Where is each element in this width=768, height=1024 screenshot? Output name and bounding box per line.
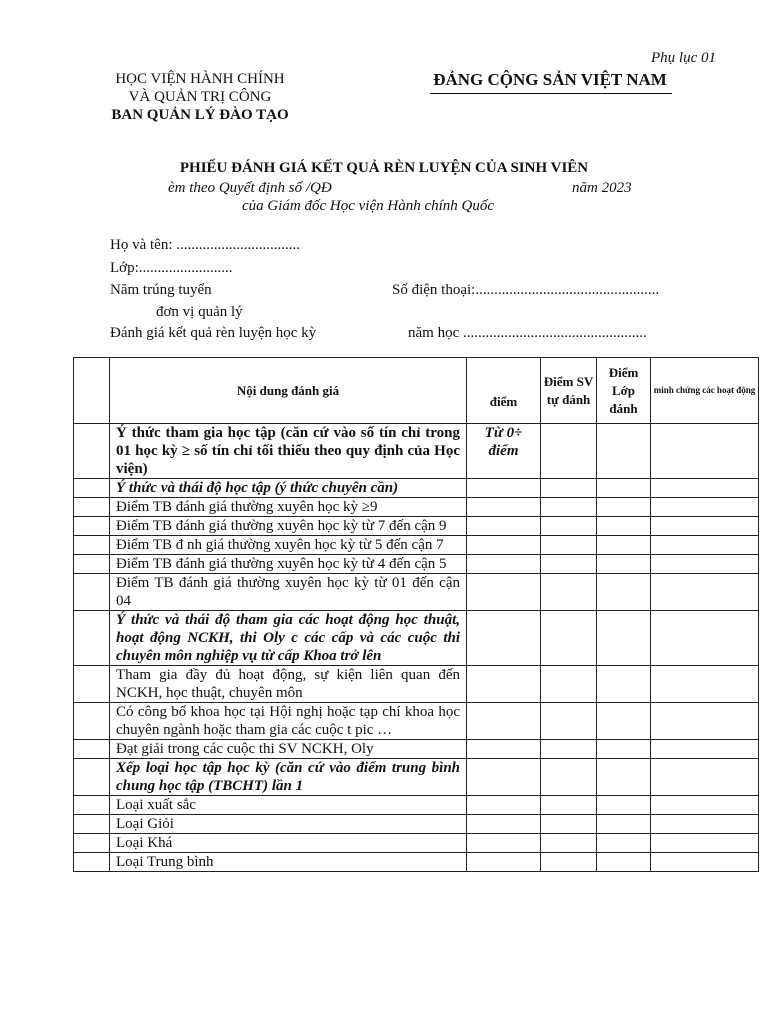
score-range-cell (467, 611, 541, 666)
self-score-cell[interactable] (541, 498, 597, 517)
score-range-cell (467, 666, 541, 703)
score-range-cell (467, 759, 541, 796)
evidence-cell[interactable] (651, 815, 759, 834)
index-cell (74, 517, 110, 536)
score-range-cell (467, 815, 541, 834)
evidence-cell[interactable] (651, 611, 759, 666)
criterion-cell: Xếp loại học tập học kỳ (căn cứ vào điểm trung bình chung học tập (TBCHT) lần 1 (110, 759, 467, 796)
table-row (74, 740, 759, 759)
evidence-cell[interactable] (651, 555, 759, 574)
table-row (74, 517, 759, 536)
evidence-cell[interactable] (651, 834, 759, 853)
header-score: điểm (467, 358, 541, 424)
criterion-cell: Tham gia đầy đủ hoạt động, sự kiện liên quan đến NCKH, học thuật, chuyên môn (110, 666, 467, 703)
self-score-cell[interactable] (541, 703, 597, 740)
index-cell (74, 555, 110, 574)
evidence-cell[interactable] (651, 536, 759, 555)
field-admission-year[interactable]: Năm trúng tuyển (110, 282, 212, 298)
index-cell (74, 815, 110, 834)
subtitle-year: năm 2023 (572, 180, 632, 196)
index-cell (74, 574, 110, 611)
subtitle-issuer: của Giám đốc Học viện Hành chính Quốc (242, 198, 495, 214)
table-row (74, 853, 759, 872)
table-header-row (74, 358, 759, 424)
org-line-3: BAN QUẢN LÝ ĐÀO TẠO (111, 107, 289, 123)
field-class[interactable]: Lớp:......................... (110, 260, 233, 276)
class-score-cell[interactable] (597, 666, 651, 703)
score-range-cell (467, 574, 541, 611)
score-range-cell (467, 536, 541, 555)
criterion-cell: Loại xuất sắc (110, 796, 467, 815)
index-cell (74, 796, 110, 815)
self-score-cell[interactable] (541, 611, 597, 666)
table-row (74, 555, 759, 574)
evidence-cell[interactable] (651, 740, 759, 759)
class-score-cell[interactable] (597, 853, 651, 872)
header-index (74, 358, 110, 424)
index-cell (74, 611, 110, 666)
organization-header (95, 70, 305, 124)
party-underline (430, 93, 672, 94)
score-range-cell (467, 740, 541, 759)
evaluation-table (73, 357, 759, 872)
score-range-cell (467, 517, 541, 536)
evidence-cell[interactable] (651, 796, 759, 815)
class-score-cell[interactable] (597, 479, 651, 498)
criterion-cell: Ý thức và thái độ tham gia các hoạt động học thuật, hoạt động NCKH, thi Oly c các cấp và các cuộc thi chuyên môn nghiệp vụ từ cấp Khoa trở lên (110, 611, 467, 666)
evidence-cell[interactable] (651, 479, 759, 498)
field-school-year[interactable]: năm học ................................................. (408, 325, 647, 341)
class-score-cell[interactable] (597, 517, 651, 536)
criterion-cell: Điểm TB đánh giá thường xuyên học kỳ ≥9 (110, 498, 467, 517)
evidence-cell[interactable] (651, 517, 759, 536)
score-range-cell (467, 796, 541, 815)
field-phone[interactable]: Số điện thoại:................................................. (392, 282, 660, 298)
class-score-cell[interactable] (597, 611, 651, 666)
table-row (74, 666, 759, 703)
class-score-cell[interactable] (597, 815, 651, 834)
table-row (74, 611, 759, 666)
self-score-cell[interactable] (541, 536, 597, 555)
evidence-cell[interactable] (651, 703, 759, 740)
self-score-cell[interactable] (541, 759, 597, 796)
class-score-cell[interactable] (597, 574, 651, 611)
criterion-cell: Điểm TB đánh giá thường xuyên học kỳ từ 7 đến cận 9 (110, 517, 467, 536)
self-score-cell[interactable] (541, 834, 597, 853)
evidence-cell[interactable] (651, 498, 759, 517)
score-range-cell: Từ 0÷ điểm (467, 424, 541, 479)
evidence-cell[interactable] (651, 424, 759, 479)
criterion-cell: Ý thức và thái độ học tập (ý thức chuyên cần) (110, 479, 467, 498)
class-score-cell[interactable] (597, 703, 651, 740)
criterion-cell: Loại Khá (110, 834, 467, 853)
table-row (74, 834, 759, 853)
self-score-cell[interactable] (541, 815, 597, 834)
table-row (74, 796, 759, 815)
table-row (74, 536, 759, 555)
index-cell (74, 666, 110, 703)
class-score-cell[interactable] (597, 536, 651, 555)
header-self-score: Điểm SV tự đánh (541, 358, 597, 424)
index-cell (74, 853, 110, 872)
header-class-score: Điểm Lớp đánh (597, 358, 651, 424)
table-row (74, 424, 759, 479)
index-cell (74, 834, 110, 853)
criterion-cell: Điểm TB đánh giá thường xuyên học kỳ từ 01 đến cận 04 (110, 574, 467, 611)
self-score-cell[interactable] (541, 740, 597, 759)
class-score-cell[interactable] (597, 796, 651, 815)
org-line-2: VÀ QUẢN TRỊ CÔNG (128, 89, 272, 105)
score-range-cell (467, 853, 541, 872)
criterion-cell: Đạt giải trong các cuộc thi SV NCKH, Oly (110, 740, 467, 759)
table-row (74, 479, 759, 498)
table-row (74, 498, 759, 517)
criterion-cell: Điểm TB đánh giá thường xuyên học kỳ từ 4 đến cận 5 (110, 555, 467, 574)
index-cell (74, 424, 110, 479)
table-row (74, 759, 759, 796)
class-score-cell[interactable] (597, 834, 651, 853)
criterion-cell: Loại Trung bình (110, 853, 467, 872)
self-score-cell[interactable] (541, 424, 597, 479)
index-cell (74, 536, 110, 555)
party-header: ĐẢNG CỘNG SẢN VIỆT NAM (433, 70, 667, 89)
criterion-cell: Điểm TB đ nh giá thường xuyên học kỳ từ 5 đến cận 7 (110, 536, 467, 555)
score-range-cell (467, 479, 541, 498)
evidence-cell[interactable] (651, 853, 759, 872)
field-name[interactable]: Họ và tên: ................................. (110, 237, 300, 253)
evidence-cell[interactable] (651, 759, 759, 796)
index-cell (74, 479, 110, 498)
criterion-cell: Có công bố khoa học tại Hội nghị hoặc tạp chí khoa học chuyên ngành hoặc tham gia các cuộc t pic … (110, 703, 467, 740)
page-title: PHIẾU ĐÁNH GIÁ KẾT QUẢ RÈN LUYỆN CỦA SINH VIÊN (179, 160, 589, 176)
score-range-cell (467, 703, 541, 740)
field-semester[interactable]: Đánh giá kết quả rèn luyện học kỳ (110, 325, 317, 341)
class-score-cell[interactable] (597, 498, 651, 517)
evidence-cell[interactable] (651, 574, 759, 611)
header-evidence: minh chứng các hoạt động (651, 358, 759, 424)
self-score-cell[interactable] (541, 796, 597, 815)
table-row (74, 703, 759, 740)
class-score-cell[interactable] (597, 555, 651, 574)
header-content: Nội dung đánh giá (110, 358, 467, 424)
index-cell (74, 759, 110, 796)
self-score-cell[interactable] (541, 479, 597, 498)
score-range-cell (467, 555, 541, 574)
field-managing-unit[interactable]: đơn vị quản lý (156, 304, 243, 320)
self-score-cell[interactable] (541, 666, 597, 703)
score-range-cell (467, 498, 541, 517)
self-score-cell[interactable] (541, 853, 597, 872)
org-line-1: HỌC VIỆN HÀNH CHÍNH (115, 71, 285, 87)
criterion-cell: Ý thức tham gia học tập (căn cứ vào số tín chỉ trong 01 học kỳ ≥ số tín chỉ tối thiểu theo quy định của Học viện) (110, 424, 467, 479)
criterion-cell: Loại Giỏi (110, 815, 467, 834)
self-score-cell[interactable] (541, 555, 597, 574)
class-score-cell[interactable] (597, 424, 651, 479)
class-score-cell[interactable] (597, 740, 651, 759)
evidence-cell[interactable] (651, 666, 759, 703)
table-row (74, 815, 759, 834)
index-cell (74, 498, 110, 517)
appendix-label: Phụ lục 01 (651, 50, 716, 66)
self-score-cell[interactable] (541, 574, 597, 611)
index-cell (74, 703, 110, 740)
score-range-cell (467, 834, 541, 853)
class-score-cell[interactable] (597, 759, 651, 796)
index-cell (74, 740, 110, 759)
self-score-cell[interactable] (541, 517, 597, 536)
table-row (74, 574, 759, 611)
subtitle-decision: èm theo Quyết định số /QĐ (168, 180, 332, 196)
